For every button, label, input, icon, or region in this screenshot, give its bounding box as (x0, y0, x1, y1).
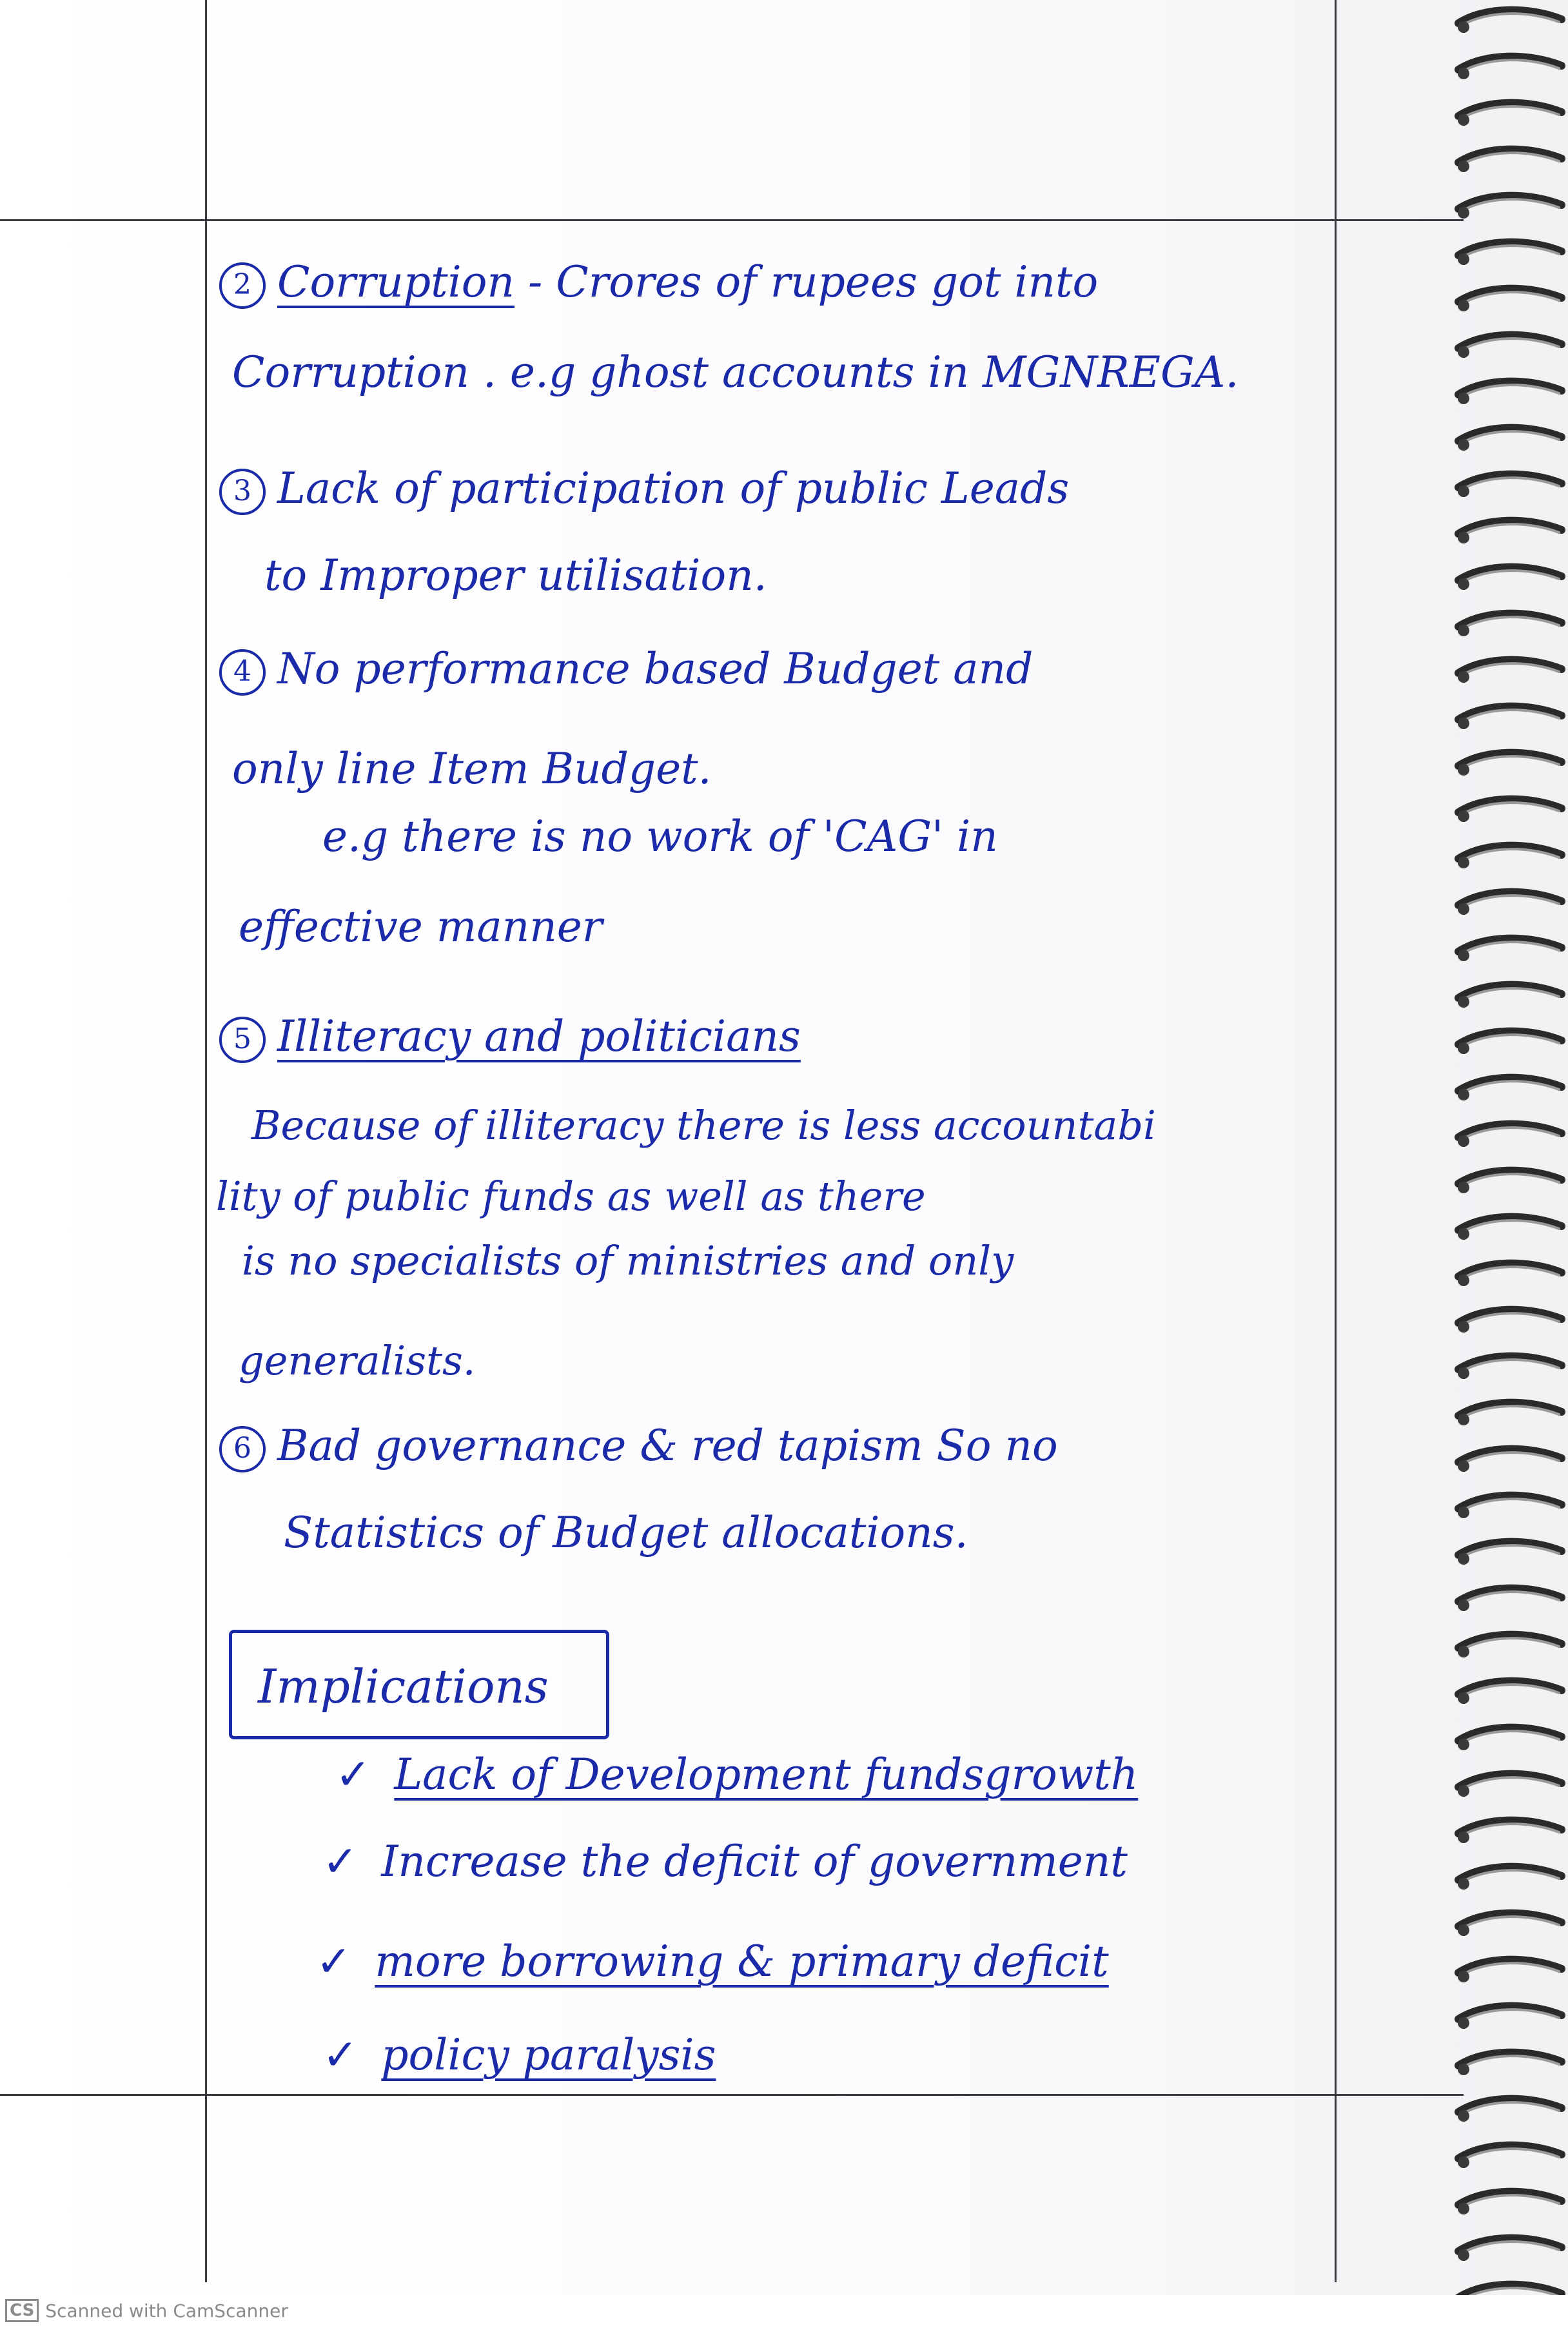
implication-item-2: ✓ Increase the deficit of government (322, 1837, 1128, 1886)
right-margin-line (1335, 0, 1337, 2282)
point-2-number: 2 (219, 262, 266, 309)
check-icon: ✓ (316, 1937, 352, 1986)
scanner-footer-text: Scanned with CamScanner (45, 2300, 288, 2321)
check-icon: ✓ (335, 1750, 371, 1799)
point-4-text: No performance based Budget and (277, 644, 1034, 694)
check-icon: ✓ (322, 1837, 358, 1886)
point-4-number: 4 (219, 649, 266, 696)
top-margin-line (0, 219, 1464, 221)
point-3-number: 3 (219, 469, 266, 515)
point-6-text: Bad governance & red tapism So no (277, 1421, 1058, 1471)
check-icon: ✓ (322, 2030, 358, 2080)
left-margin-line (205, 0, 207, 2282)
point-2-line-1 (219, 257, 1099, 309)
point-3-line-2: to Improper utilisation. (264, 551, 767, 600)
spiral-binding (1446, 0, 1568, 2295)
point-5-number: 5 (219, 1017, 266, 1063)
implications-heading: Implications (258, 1659, 549, 1714)
point-5-line-3: lity of public funds as well as there (216, 1173, 926, 1220)
scanner-footer (0, 2295, 1568, 2326)
implication-item-3: ✓ more borrowing & primary deficit (316, 1937, 1109, 1986)
point-2-line-2: Corruption . e.g ghost accounts in MGNREGA. (232, 347, 1239, 397)
implication-item-4: ✓ policy paralysis (322, 2030, 716, 2080)
point-2-heading: Corruption (277, 257, 514, 307)
point-6-line-2: Statistics of Budget allocations. (284, 1508, 968, 1558)
bottom-margin-line (0, 2094, 1464, 2096)
point-5-line-1 (219, 1012, 801, 1063)
point-5-line-4: is no specialists of ministries and only (242, 1237, 1014, 1284)
point-6-line-1 (219, 1421, 1058, 1472)
camscanner-logo: CS (5, 2299, 39, 2322)
point-4-line-1 (219, 644, 1034, 696)
point-6-number: 6 (219, 1426, 266, 1472)
point-4-line-2: only line Item Budget. (232, 744, 712, 794)
point-5-line-2: Because of illiteracy there is less accountabi (251, 1102, 1156, 1149)
point-4-line-4: effective manner (239, 902, 603, 952)
point-4-line-3: e.g there is no work of 'CAG' in (322, 812, 998, 861)
point-5-heading: Illiteracy and politicians (277, 1012, 801, 1061)
point-5-line-5: generalists. (239, 1337, 476, 1384)
point-3-line-1 (219, 464, 1070, 515)
implication-item-1: ✓ Lack of Development fundsgrowth (335, 1750, 1139, 1799)
point-2-rest: - Crores of rupees got into (527, 257, 1099, 307)
point-3-text: Lack of participation of public Leads (277, 464, 1070, 513)
